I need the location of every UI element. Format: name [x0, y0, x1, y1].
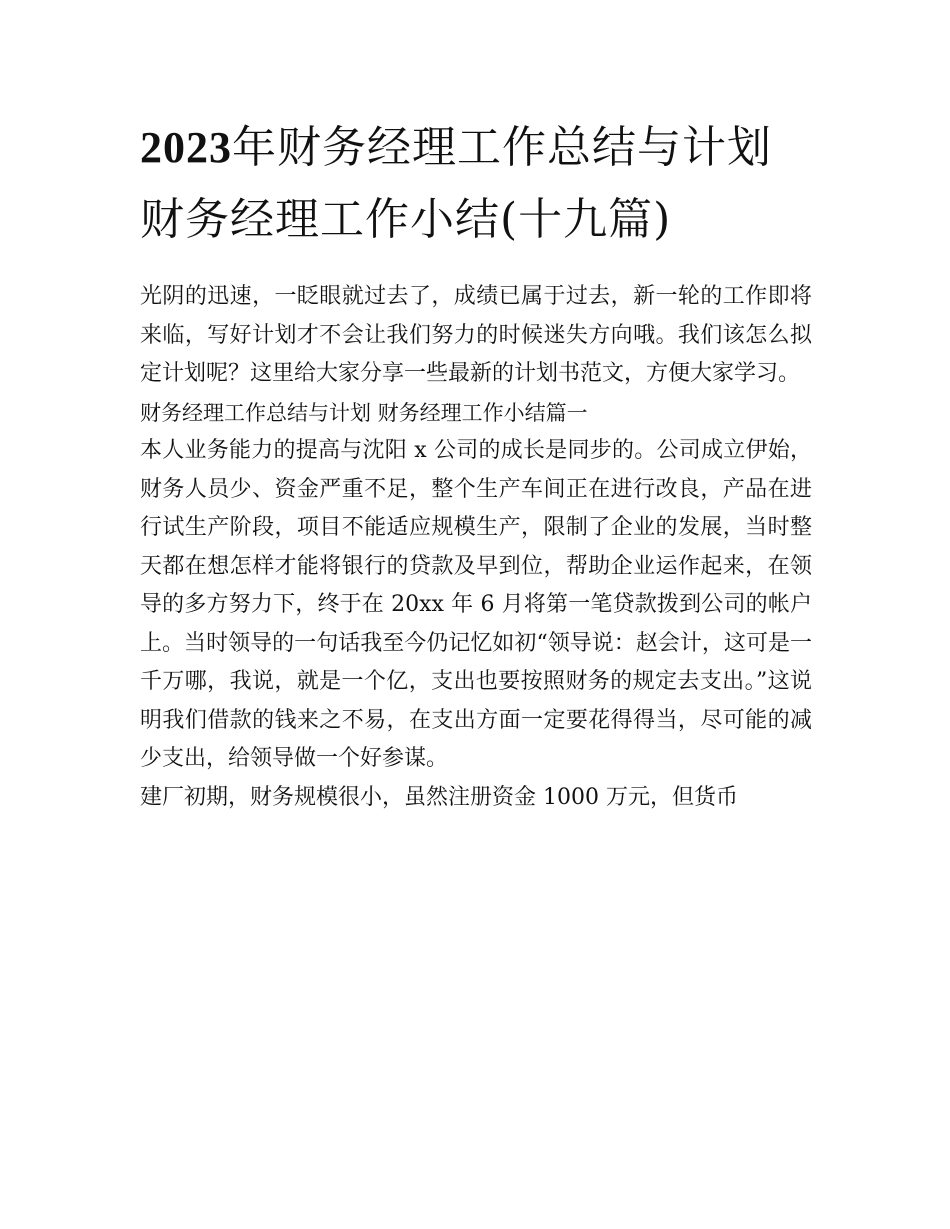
- intro-paragraph: 光阴的迅速，一眨眼就过去了，成绩已属于过去，新一轮的工作即将来临，写好计划才不会让我们努力的时候迷失方向哦。我们该怎么拟定计划呢？这里给大家分享一些最新的计划书范文，方便大家学习。: [140, 284, 812, 386]
- document-page: [140, 112, 812, 817]
- section-heading: 财务经理工作总结与计划 财务经理工作小结篇一: [140, 400, 588, 425]
- title-text: 年财务经理工作总结与计划 财务经理工作小结(十九篇): [140, 122, 772, 245]
- body-paragraph: 本人业务能力的提高与沈阳 x 公司的成长是同步的。公司成立伊始，财务人员少、资金严重不足，整个生产车间正在进行改良，产品在进行试生产阶段，项目不能适应规模生产，限制了企业的发展，当时整天都在想怎样才能将银行的贷款及早到位，帮助企业运作起来，在领导的多方努力下，终于在 20xx 年 6 月将第一笔贷款拨到公司的帐户上。当时领导的一句话我至今仍记忆如初“领导说：赵会计，这可是一千万哪，我说，就是一个亿，支出也要按照财务的规定去支出。”这说明我们借款的钱来之不易，在支出方面一定要花得得当，尽可能的减少支出，给领导做一个好参谋。: [140, 438, 812, 771]
- body-paragraph: 建厂初期，财务规模很小，虽然注册资金 1000 万元，但货币: [140, 784, 738, 810]
- document-body: [140, 278, 812, 817]
- title-year: 2023: [140, 123, 232, 172]
- document-title: [140, 112, 812, 256]
